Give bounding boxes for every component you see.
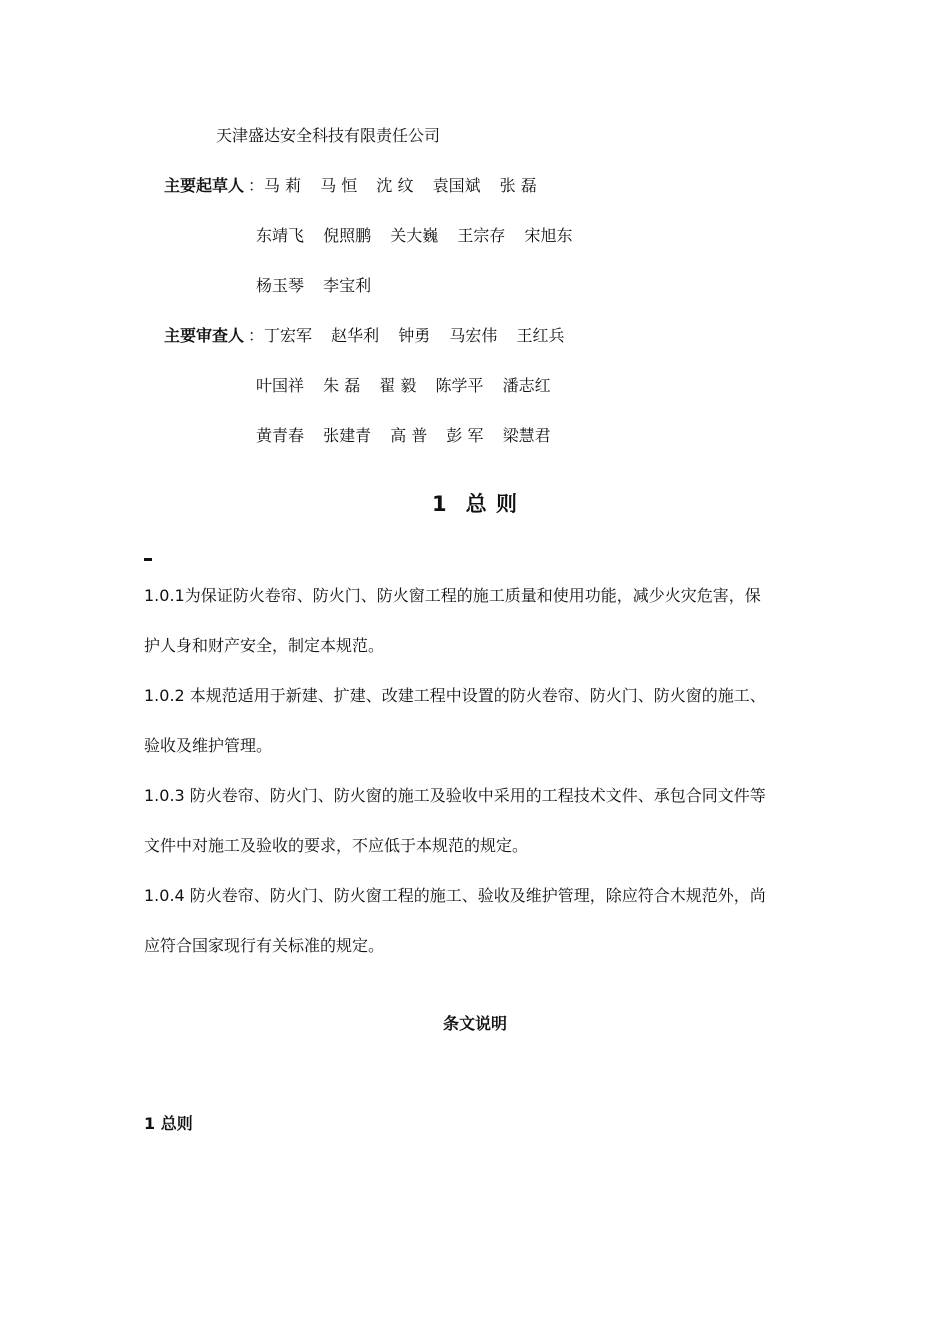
reviewer-name: 陈学平 (435, 376, 484, 395)
reviewer-name: 黄青春 (256, 426, 305, 445)
drafter-name: 袁国斌 (432, 176, 481, 195)
paragraph-line: 验收及维护管理。 (144, 736, 273, 755)
drafter-name: 张 磊 (499, 176, 537, 195)
reviewers-label-text: 主要审查人 (164, 326, 245, 345)
reviewer-name: 张建青 (323, 426, 372, 445)
drafter-name: 倪照鹏 (323, 226, 372, 245)
chapter-title: 总 则 (465, 492, 518, 516)
drafter-name: 沈 纹 (376, 176, 414, 195)
drafter-name: 东靖飞 (256, 226, 305, 245)
drafters-row-3 (256, 278, 385, 294)
reviewer-name: 丁宏军 (264, 326, 313, 345)
paragraph-line: 护人身和财产安全，制定本规范。 (144, 636, 385, 655)
paragraph-line: 应符合国家现行有关标准的规定。 (144, 936, 385, 955)
drafter-name: 杨玉琴 (256, 276, 305, 295)
reviewer-name: 彭 军 (446, 426, 484, 445)
reviewer-name: 赵华利 (331, 326, 380, 345)
drafters-colon: ： (248, 176, 265, 195)
reviewer-name: 钟勇 (398, 326, 431, 345)
reviewer-name: 王红兵 (516, 326, 565, 345)
reviewer-name: 潘志红 (502, 376, 551, 395)
drafter-name: 马 莉 (264, 176, 302, 195)
paragraph-line: 1.0.2 本规范适用于新建、扩建、改建工程中设置的防火卷帘、防火门、防火窗的施工、 (144, 686, 766, 705)
drafter-name: 李宝利 (323, 276, 372, 295)
reviewer-name: 翟 毅 (379, 376, 417, 395)
paragraph-line: 1.0.3 防火卷帘、防火门、防火窗的施工及验收中采用的工程技术文件、承包合同文件等 (144, 786, 766, 805)
reviewers-colon: ： (248, 326, 265, 345)
reviewer-name: 高 普 (390, 426, 428, 445)
drafters-label (164, 178, 264, 194)
reviewer-name: 叶国祥 (256, 376, 305, 395)
reviewers-row-3 (256, 428, 565, 444)
reviewer-name: 梁慧君 (502, 426, 551, 445)
explanation-title: 条文说明 (442, 1014, 507, 1033)
drafter-name: 王宗存 (457, 226, 506, 245)
chapter-heading (0, 494, 950, 515)
reviewers-label (164, 328, 264, 344)
chapter-number: 1 (432, 492, 448, 516)
drafters-row-2 (256, 228, 586, 244)
drafter-name: 宋旭东 (524, 226, 573, 245)
drafters-row-1 (264, 178, 551, 194)
reviewer-name: 朱 磊 (323, 376, 361, 395)
drafters-label-text: 主要起草人 (164, 176, 245, 195)
paragraph-line: 1.0.4 防火卷帘、防火门、防火窗工程的施工、验收及维护管理，除应符合木规范外，尚 (144, 886, 766, 905)
organization-name: 天津盛达安全科技有限责任公司 (216, 126, 441, 145)
paragraph-line: 文件中对施工及验收的要求，不应低于本规范的规定。 (144, 836, 529, 855)
explanation-subheading: 1 总则 (144, 1114, 193, 1133)
reviewer-name: 马宏伟 (449, 326, 498, 345)
drafter-name: 马 恒 (320, 176, 358, 195)
paragraph-line: 1.0.1为保证防火卷帘、防火门、防火窗工程的施工质量和使用功能，减少火灾危害，保 (144, 586, 761, 605)
drafter-name: 关大巍 (390, 226, 439, 245)
reviewers-row-2 (256, 378, 565, 394)
reviewers-row-1 (264, 328, 578, 344)
paragraph-marker (144, 558, 152, 561)
